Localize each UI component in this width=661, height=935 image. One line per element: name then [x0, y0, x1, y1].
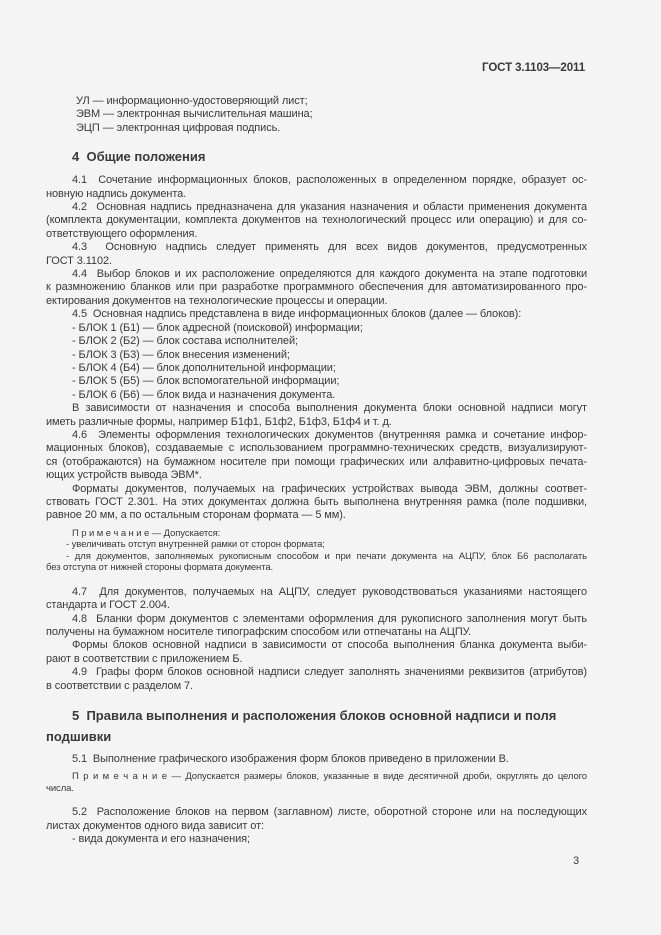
clause-4-2 [46, 201, 587, 241]
clause-4-6-formats [46, 483, 587, 523]
note-5-1 [46, 771, 587, 794]
text-line: 4.5 Основная надпись представлена в виде информационных блоков (далее — блоков): [72, 308, 522, 321]
text-line: - БЛОК 6 (Б6) — блок вида и назначения документа. [72, 388, 336, 401]
text-line: Формы блоков основной надписи в зависимости от способа выполнения бланка документа выби- [72, 639, 587, 652]
clause-4-8 [46, 613, 587, 640]
text-line: П р и м е ч а н и е — Допускается: [72, 527, 221, 539]
text-line: - БЛОК 3 (Б3) — блок внесения изменений; [72, 348, 290, 361]
text-line: иметь различные формы, например Б1ф1, Б1ф2, Б1ф3, Б1ф4 и т. д. [46, 415, 392, 428]
running-header-standard-code: ГОСТ 3.1103—2011 [482, 62, 585, 74]
heading-line: 4 Общие положения [72, 149, 206, 165]
text-line: новную надпись документа. [46, 187, 187, 200]
text-line: ответствующего оформления. [46, 227, 198, 240]
text-line: к размножению бланков или при разработке программного обеспечения для автоматизированного про- [46, 281, 587, 294]
text-line: без отступа от нижней стороны формата документа. [46, 562, 274, 574]
document-body [46, 95, 587, 847]
text-line: Форматы документов, получаемых на графических устройствах вывода ЭВМ, должны соответ- [72, 482, 587, 495]
text-line: (комплекта документации, комплекта документов на технологический процесс или операцию) и для со- [46, 214, 587, 227]
text-line: 4.9 Графы форм блоков основной надписи следует заполнять значениями реквизитов (атрибутов) [72, 666, 587, 679]
text-line: ЭЦП — электронная цифровая подпись. [76, 121, 281, 134]
text-line: 5.1 Выполнение графического изображения форм блоков приведено в приложении В. [72, 753, 509, 766]
text-line: - вида документа и его назначения; [72, 833, 250, 846]
clause-4-1 [46, 174, 587, 201]
text-line: ствовать ГОСТ 2.301. На этих документах должна быть выполнена внутренняя рамка (поле подшивки, [46, 495, 587, 508]
heading-line: 5 Правила выполнения и расположения блоков основной надписи и поля [72, 708, 557, 724]
text-line: В зависимости от назначения и способа выполнения документа блоки основной надписи могут [72, 402, 587, 415]
text-line: рают в соответствии с приложением Б. [46, 652, 243, 665]
section-5-heading [46, 705, 587, 747]
clause-4-6 [46, 429, 587, 483]
text-line: ектирования документов на технологические процессы и операции. [46, 294, 388, 307]
text-line: 4.6 Элементы оформления технологических документов (внутренняя рамка и сочетание инфор- [72, 428, 587, 441]
text-line: ГОСТ 3.1102. [46, 254, 112, 267]
text-line: получены на бумажном носителе типографским способом или отпечатаны на АЦПУ. [46, 626, 472, 638]
text-line: П р и м е ч а н и е — Допускается размеры блоков, указанные в виде десятичной дроби, округлять до целого [72, 771, 587, 783]
text-line: стандарта и ГОСТ 2.004. [46, 599, 170, 612]
abbreviation-list [46, 95, 587, 135]
text-line: в соответствии с разделом 7. [46, 679, 193, 692]
text-line: мационных блоков), создаваемые с использованием программно-технических средств, визуализируют- [46, 442, 587, 455]
clause-4-8-forms [46, 639, 587, 666]
text-line: 4.2 Основная надпись предназначена для указания назначения и области применения документа [72, 201, 587, 214]
text-line: - для документов, заполняемых рукописным способом и при печати документа на АЦПУ, блок Б6 располагать [66, 550, 587, 562]
text-line: - БЛОК 4 (Б4) — блок дополнительной информации; [72, 361, 336, 374]
clause-4-4 [46, 268, 587, 308]
note-4-6 [46, 528, 587, 574]
text-line: 5.2 Расположение блоков на первом (заглавном) листе, оборотной стороне или на последующих [72, 806, 587, 819]
text-line: 4.7 Для документов, получаемых на АЦПУ, следует руководствоваться указаниями настоящего [72, 585, 587, 598]
clause-4-5-continued [46, 402, 587, 429]
clause-4-7 [46, 586, 587, 613]
text-line: ЭВМ — электронная вычислительная машина; [76, 108, 313, 121]
text-line: - БЛОК 5 (Б5) — блок вспомогательной информации; [72, 375, 340, 388]
text-line: ющих устройств вывода ЭВМ*. [46, 469, 202, 482]
page-content [46, 62, 587, 868]
text-line: листах документов одного вида зависит от: [46, 819, 264, 832]
clause-4-5 [46, 308, 587, 402]
text-line: - БЛОК 2 (Б2) — блок состава исполнителей; [72, 335, 298, 348]
text-line: 4.1 Сочетание информационных блоков, расположенных в определенном порядке, образует ос- [72, 174, 587, 187]
clause-5-1 [46, 753, 587, 766]
text-line: 4.3 Основную надпись следует применять для всех видов документов, предусмотренных [72, 241, 587, 254]
section-4-heading [46, 148, 587, 165]
text-line: числа. [46, 782, 74, 794]
text-line: - БЛОК 1 (Б1) — блок адресной (поисковой) информации; [72, 321, 363, 334]
clause-4-9 [46, 666, 587, 693]
heading-line: подшивки [46, 729, 112, 745]
text-line: ся (отображаются) на бумажном носителе при помощи графических или алфавитно-цифровых печата- [46, 455, 587, 468]
text-line: - увеличивать отступ внутренней рамки от сторон формата; [66, 539, 325, 551]
text-line: равное 20 мм, а по остальным сторонам формата — 5 мм). [46, 509, 346, 522]
page-number: 3 [572, 854, 579, 867]
clause-5-2 [46, 806, 587, 846]
text-line: 4.4 Выбор блоков и их расположение определяются для каждого документа на этапе подготовки [72, 268, 587, 281]
text-line: 4.8 Бланки форм документов с элементами оформления для рукописного заполнения могут быть [72, 612, 587, 625]
clause-4-3 [46, 241, 587, 268]
text-line: УЛ — информационно-удостоверяющий лист; [76, 95, 308, 107]
